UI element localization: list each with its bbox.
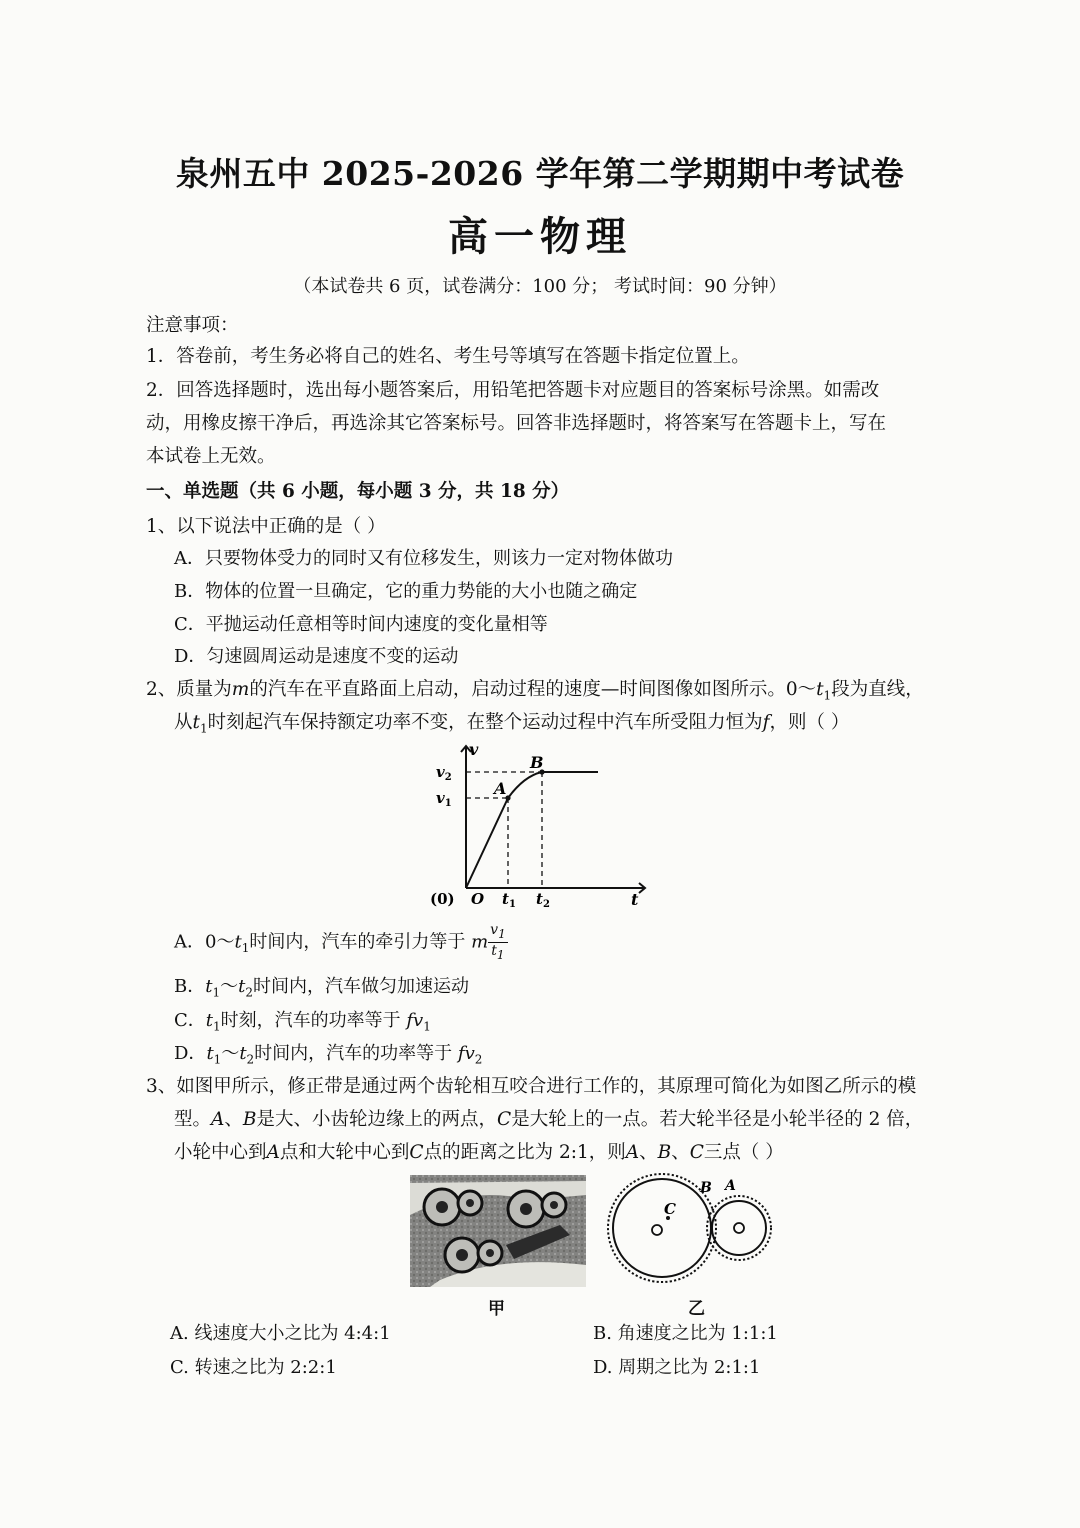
q2-stem-line-1: 2、质量为m的汽车在平直路面上启动，启动过程的速度—时间图像如图所示。$0\sim t_1$段为直线， <box>146 679 924 703</box>
point-c-label: C <box>664 1200 676 1218</box>
q1-option-b: B．物体的位置一旦确定，它的重力势能的大小也随之确定 <box>174 581 638 602</box>
section-heading: 一、单选题（共 6 小题，每小题 3 分，共 18 分） <box>146 481 570 502</box>
q1-option-a: A．只要物体受力的同时又有位移发生，则该力一定对物体做功 <box>174 548 673 569</box>
q2-stem-line-2: 从$t_1$时刻起汽车保持额定功率不变，在整个运动过程中汽车所受阻力恒为f，则（ ） <box>174 712 850 736</box>
exam-title: 泉州五中 2025-2026 学年第二学期期中考试卷 <box>175 154 905 193</box>
q3-stem-line-3: 小轮中心到A点和大轮中心到C点的距离之比为 2:1，则A、B、C三点（ ） <box>174 1142 784 1163</box>
subject-title: 高一物理 <box>448 213 632 260</box>
figure-label-yi: 乙 <box>688 1299 705 1319</box>
figure-label-jia: 甲 <box>488 1299 505 1319</box>
notice-item-2-line-3: 本试卷上无效。 <box>146 446 276 467</box>
q3-option-a: A. 线速度大小之比为 4:4:1 <box>170 1323 391 1344</box>
q3-stem-line-2: 型。A、B是大、小齿轮边缘上的两点，C是大轮上的一点。若大轮半径是小轮半径的 2 倍， <box>174 1109 924 1130</box>
t2-label: $t_2$ <box>536 890 550 910</box>
t1-label: $t_1$ <box>502 890 516 910</box>
q1-stem: 1、以下说法中正确的是（ ） <box>146 516 386 537</box>
small-gear-center <box>734 1223 744 1233</box>
notice-item-2-line-1: 2．回答选择题时，选出每小题答案后，用铅笔把答题卡对应题目的答案标号涂黑。如需改 <box>146 380 880 401</box>
q1-option-d: D．匀速圆周运动是速度不变的运动 <box>174 646 459 667</box>
exam-info: （本试卷共 6 页，试卷满分：100 分； 考试时间：90 分钟） <box>293 276 787 297</box>
point-b-label: B <box>530 753 544 772</box>
q2-option-d: D．$t_1\sim t_2$时间内，汽车的功率等于 $fv_2$ <box>174 1043 483 1067</box>
notice-item-2-line-2: 动，用橡皮擦干净后，再选涂其它答案标号。回答非选择题时，将答案写在答题卡上，写在 <box>146 413 887 434</box>
q2-option-c: C．$t_1$时刻，汽车的功率等于 $fv_1$ <box>174 1010 431 1034</box>
large-gear-center <box>652 1225 662 1235</box>
point-a-label: A <box>494 779 507 798</box>
v2-label: $v_2$ <box>436 763 452 783</box>
point-a-label: A <box>725 1178 736 1194</box>
v-axis-label: v <box>469 740 479 759</box>
notice-heading: 注意事项： <box>146 315 239 336</box>
q2-option-b: B．$t_1\sim t_2$时间内，汽车做匀加速运动 <box>174 976 469 1000</box>
v1-label: $v_1$ <box>436 789 452 809</box>
q3-option-c: C. 转速之比为 2:2:1 <box>170 1357 337 1378</box>
q2-fraction: $\frac{v_1}{t_1}$ <box>490 922 506 962</box>
notice-item-1: 1．答卷前，考生务必将自己的姓名、考生号等填写在答题卡指定位置上。 <box>146 346 750 367</box>
q3-stem-line-1: 3、如图甲所示，修正带是通过两个齿轮相互咬合进行工作的，其原理可简化为如图乙所示的模 <box>146 1076 917 1097</box>
q3-option-b: B. 角速度之比为 1:1:1 <box>593 1323 778 1344</box>
correction-tape-photo <box>410 1175 586 1287</box>
v-t-curve <box>466 772 598 888</box>
q2-option-a: A．$0\sim t_1$时间内，汽车的牵引力等于 m $\frac{v_1}{t_1}$ <box>174 922 506 962</box>
origin-paren-label: (0) <box>430 890 455 908</box>
t-axis-label: t <box>631 890 639 909</box>
velocity-time-graph <box>430 738 660 913</box>
origin-label: O <box>471 890 485 908</box>
point-b-label: B <box>700 1180 712 1196</box>
q3-option-d: D. 周期之比为 2:1:1 <box>593 1357 761 1378</box>
q1-option-c: C．平抛运动任意相等时间内速度的变化量相等 <box>174 614 548 635</box>
gear-diagram <box>600 1170 780 1290</box>
